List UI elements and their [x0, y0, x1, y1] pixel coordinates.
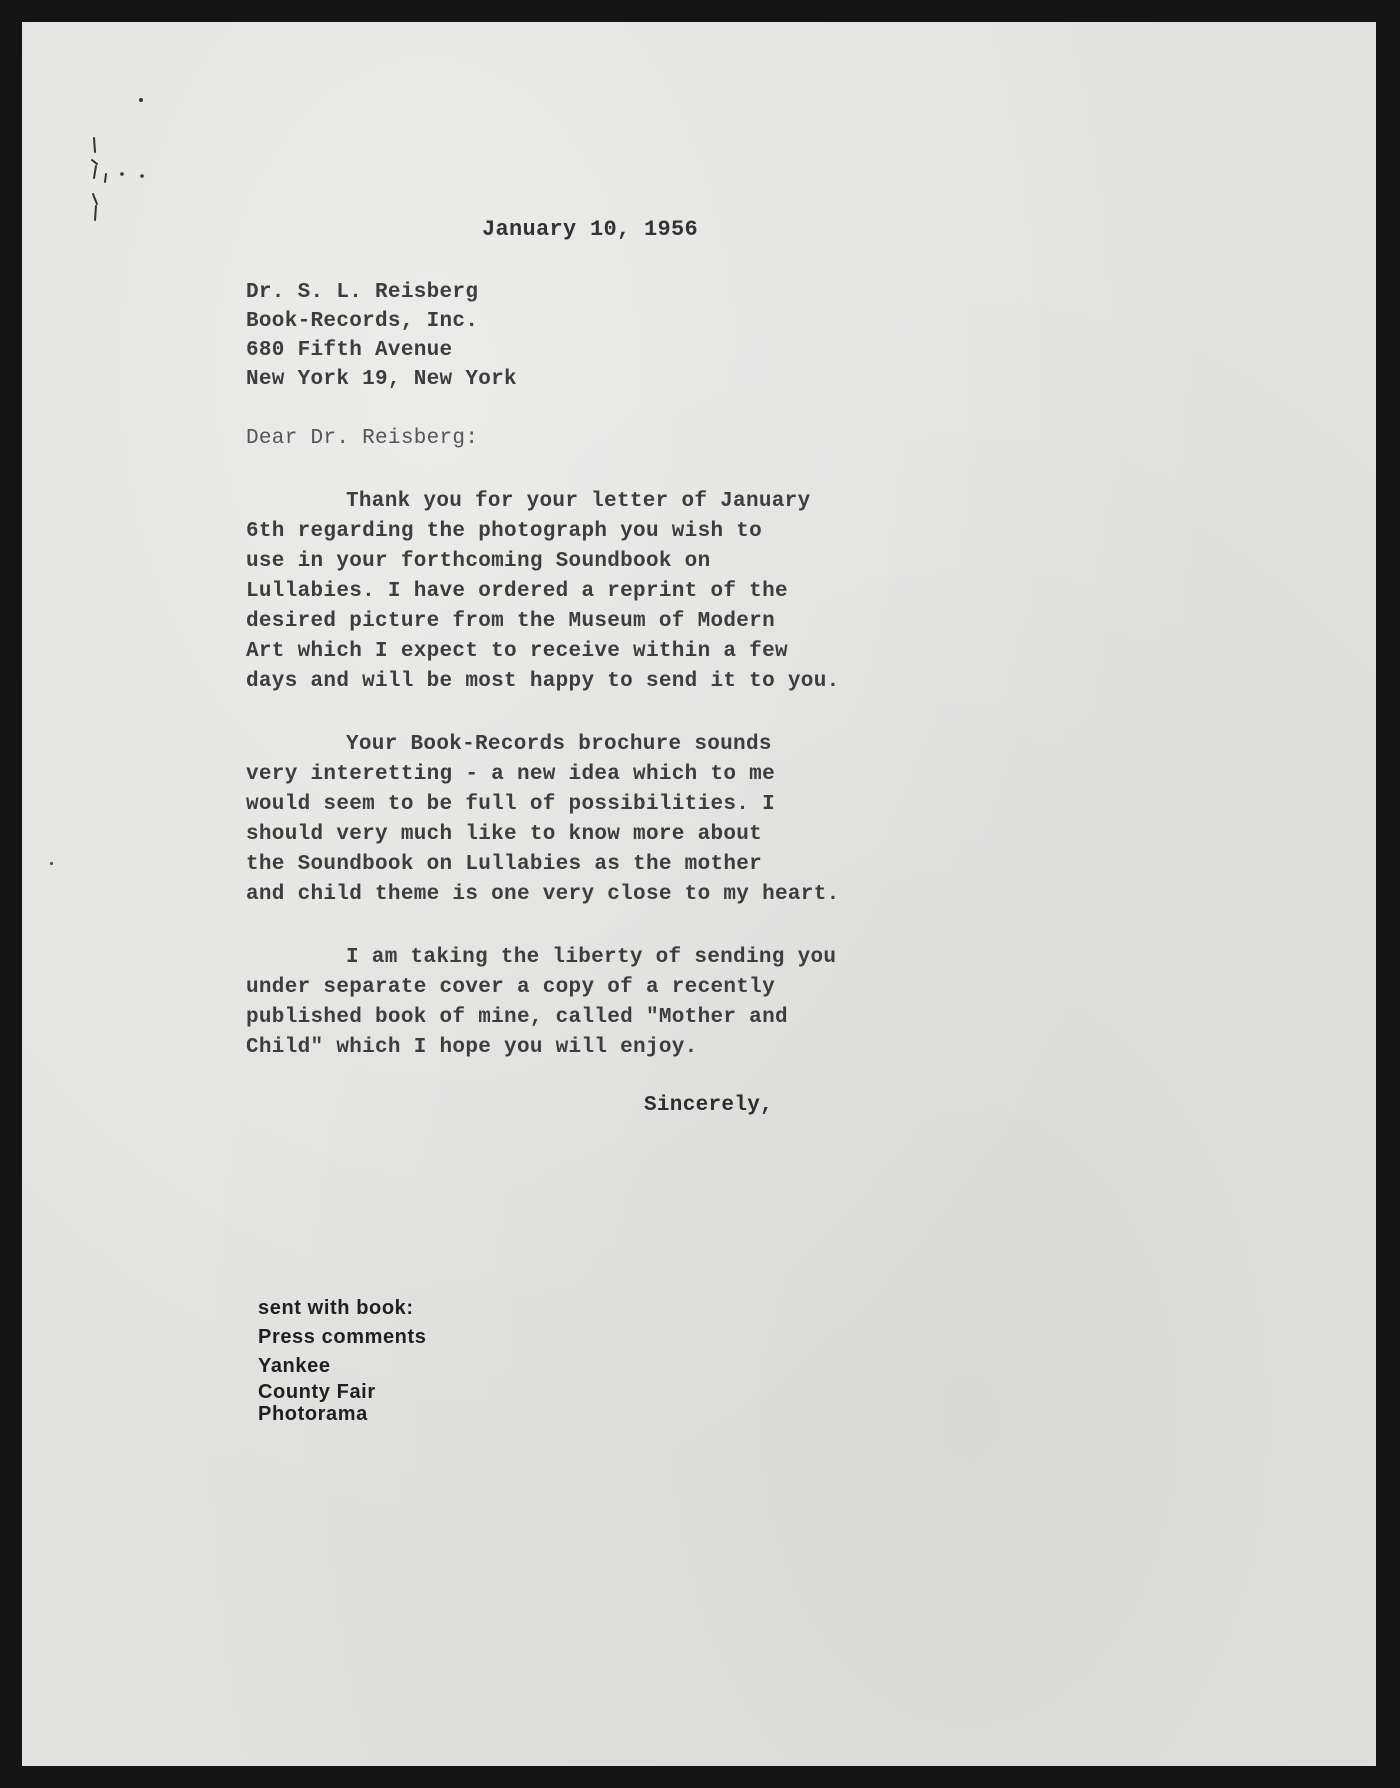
enclosure-heading: sent with book:	[258, 1297, 414, 1319]
paper-speck	[50, 862, 53, 865]
paragraph-line: Child" which I hope you will enjoy.	[246, 1036, 698, 1059]
paragraph-2	[246, 730, 840, 910]
recipient-name: Dr. S. L. Reisberg	[246, 281, 479, 304]
recipient-company: Book-Records, Inc.	[246, 310, 479, 333]
paragraph-line: under separate cover a copy of a recently	[246, 976, 775, 999]
recipient-city: New York 19, New York	[246, 368, 517, 391]
paragraph-1	[246, 487, 840, 697]
paragraph-line: the Soundbook on Lullabies as the mother	[246, 853, 763, 876]
paragraph-line: Art which I expect to receive within a few	[246, 640, 788, 663]
paragraph-line: Lullabies. I have ordered a reprint of the	[246, 580, 788, 603]
letter-date: January 10, 1956	[482, 217, 699, 242]
recipient-address	[246, 278, 517, 394]
paragraph-line: published book of mine, called "Mother and	[246, 1006, 788, 1029]
enclosure-item: Yankee	[258, 1355, 331, 1377]
paragraph-line: I am taking the liberty of sending you	[346, 946, 837, 969]
closing: Sincerely,	[644, 1094, 774, 1117]
enclosure-item: County Fair	[258, 1381, 376, 1403]
paragraph-line: should very much like to know more about	[246, 823, 763, 846]
paragraph-line: very interetting - a new idea which to me	[246, 763, 775, 786]
salutation: Dear Dr. Reisberg:	[246, 427, 479, 450]
paragraph-line: and child theme is one very close to my heart.	[246, 883, 840, 906]
enclosure-item: Press comments	[258, 1326, 427, 1348]
paragraph-line: Your Book-Records brochure sounds	[346, 733, 772, 756]
paragraph-line: 6th regarding the photograph you wish to	[246, 520, 763, 543]
enclosure-item: Photorama	[258, 1403, 368, 1425]
handwritten-marks	[88, 94, 158, 224]
enclosure-list	[258, 1294, 426, 1425]
recipient-street: 680 Fifth Avenue	[246, 339, 453, 362]
paragraph-line: desired picture from the Museum of Modern	[246, 610, 775, 633]
paragraph-line: Thank you for your letter of January	[346, 490, 811, 513]
paragraph-line: days and will be most happy to send it to you.	[246, 670, 840, 693]
paragraph-3	[246, 943, 836, 1063]
paragraph-line: would seem to be full of possibilities. I	[246, 793, 775, 816]
paragraph-line: use in your forthcoming Soundbook on	[246, 550, 711, 573]
